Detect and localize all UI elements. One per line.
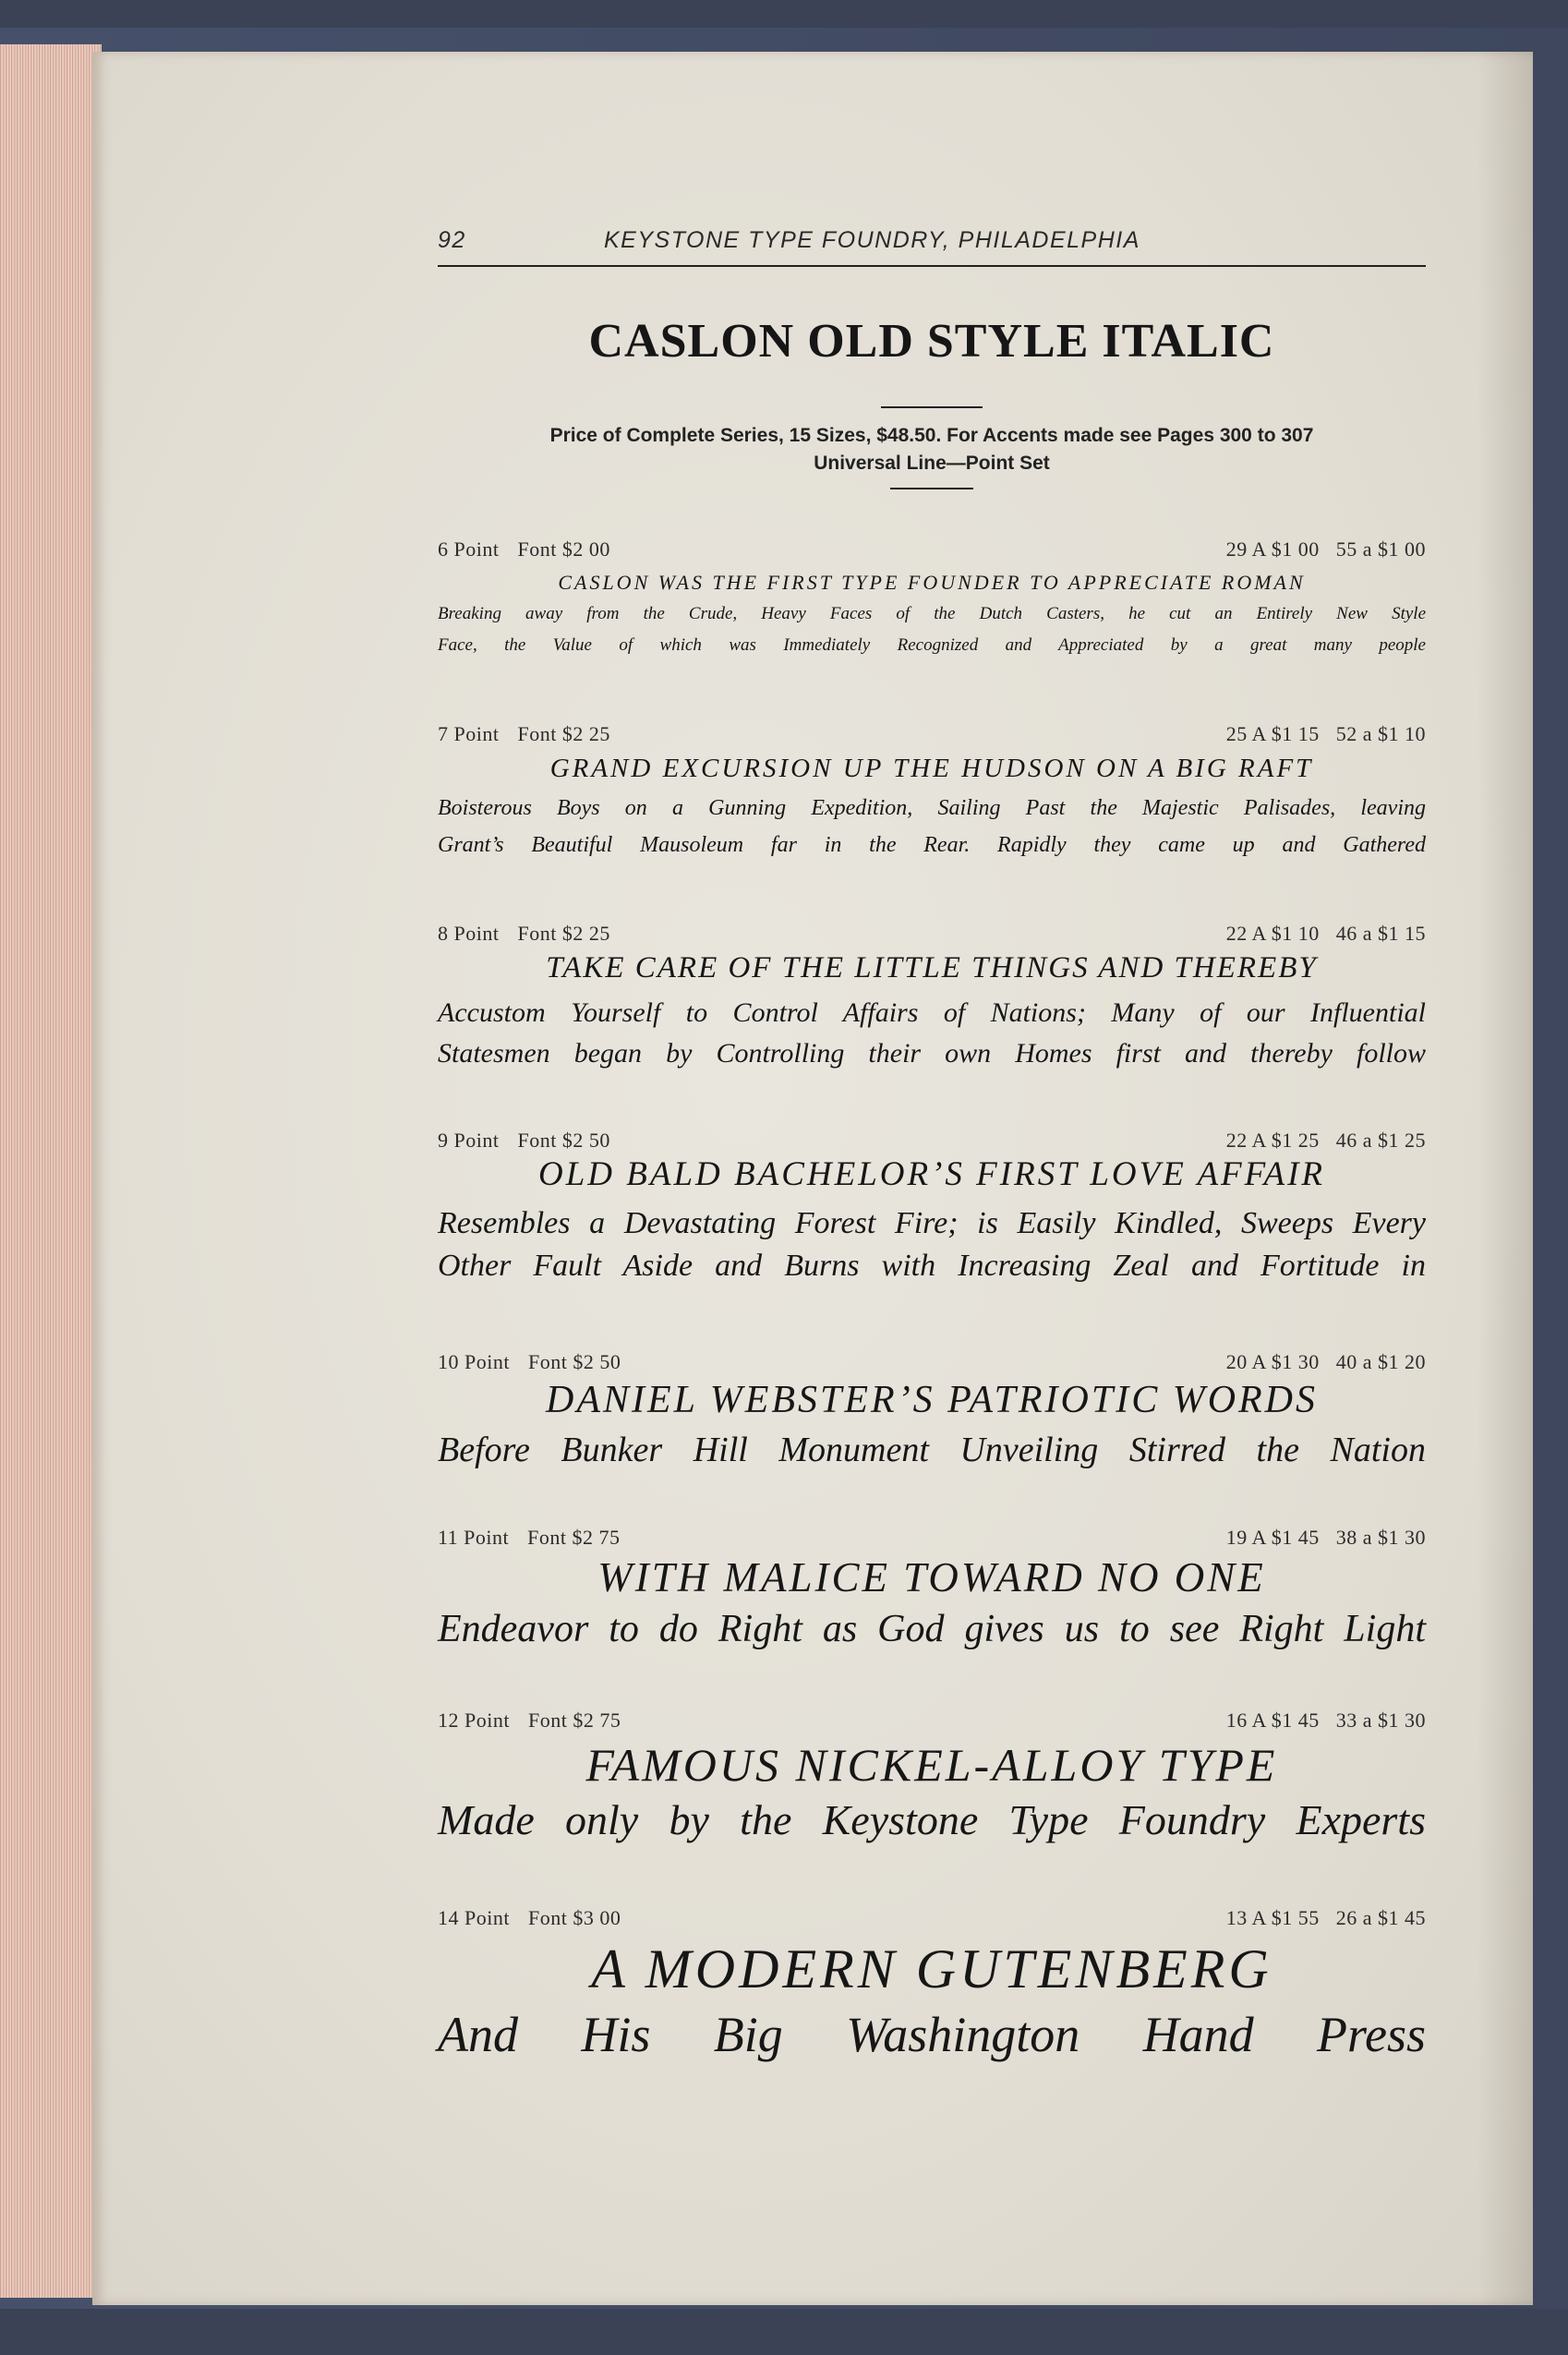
specimen-line: Grant’s Beautiful Mausoleum far in the Rear. Rapidly they came up and Gathered	[438, 833, 1426, 857]
point-size: 8 Point	[438, 922, 500, 945]
lowercase-count: 55 a $1 00	[1335, 537, 1426, 561]
specimen-line: Before Bunker Hill Monument Unveiling Stirred the Nation	[438, 1431, 1426, 1469]
page-content	[253, 175, 1426, 2115]
lowercase-count: 46 a $1 15	[1335, 922, 1426, 945]
caps-count: 20 A $1 30	[1225, 1350, 1320, 1373]
caps-count: 19 A $1 45	[1225, 1526, 1320, 1549]
specimen-counts	[1226, 922, 1426, 946]
point-size: 11 Point	[438, 1526, 510, 1549]
specimen-line: A MODERN GUTENBERG	[591, 1938, 1272, 1999]
caps-count: 22 A $1 25	[1225, 1129, 1320, 1152]
running-head-title: KEYSTONE TYPE FOUNDRY, PHILADELPHIA	[604, 227, 1140, 253]
specimen-line: Accustom Yourself to Control Affairs of Nations; Many of our Influential	[438, 997, 1426, 1028]
specimen-label	[438, 722, 610, 746]
specimen-label	[438, 1350, 621, 1374]
specimen-line: Breaking away from the Crude, Heavy Faces of the Dutch Casters, he cut an Entirely New Style	[438, 604, 1426, 623]
subtitle: Universal Line—Point Set	[814, 453, 1050, 474]
specimen-label	[438, 922, 610, 946]
specimen-counts	[1226, 1906, 1426, 1930]
font-price: Font $2 50	[517, 1129, 610, 1152]
specimen-counts	[1226, 537, 1426, 562]
specimen-counts	[1226, 1350, 1426, 1374]
specimen-label	[438, 1709, 621, 1733]
lowercase-count: 40 a $1 20	[1335, 1350, 1426, 1373]
page-number: 92	[438, 227, 466, 253]
point-size: 10 Point	[438, 1350, 510, 1373]
page-gutter-shadow	[1478, 52, 1533, 2305]
header-rule	[438, 265, 1426, 267]
specimen-counts	[1226, 1709, 1426, 1733]
specimen-label	[438, 537, 610, 562]
specimen-line: TAKE CARE OF THE LITTLE THINGS AND THEREBY	[546, 951, 1318, 984]
page-title: CASLON OLD STYLE ITALIC	[588, 315, 1275, 368]
caps-count: 25 A $1 15	[1225, 722, 1320, 745]
specimen-line: Made only by the Keystone Type Foundry Experts	[438, 1796, 1426, 1843]
specimen-label	[438, 1129, 610, 1153]
font-price: Font $2 25	[517, 722, 610, 745]
specimen-line: Statesmen began by Controlling their own Homes first and thereby follow	[438, 1038, 1426, 1069]
page-edges	[0, 44, 102, 2298]
lowercase-count: 38 a $1 30	[1335, 1526, 1426, 1549]
price-line: Price of Complete Series, 15 Sizes, $48.50. For Accents made see Pages 300 to 307	[549, 425, 1314, 446]
font-price: Font $2 50	[527, 1350, 621, 1373]
specimen-counts	[1226, 1129, 1426, 1153]
specimen-line: Endeavor to do Right as God gives us to see Right Light	[438, 1608, 1426, 1650]
specimen-line: WITH MALICE TOWARD NO ONE	[597, 1554, 1266, 1600]
font-price: Font $2 00	[517, 537, 610, 561]
specimen-label	[438, 1906, 621, 1930]
caps-count: 29 A $1 00	[1225, 537, 1320, 561]
specimen-counts	[1226, 722, 1426, 746]
point-size: 9 Point	[438, 1129, 500, 1152]
lowercase-count: 26 a $1 45	[1335, 1906, 1426, 1929]
specimen-line: DANIEL WEBSTER’S PATRIOTIC WORDS	[545, 1379, 1319, 1421]
specimen-line: Boisterous Boys on a Gunning Expedition, Sailing Past the Majestic Palisades, leaving	[438, 796, 1426, 820]
caps-count: 16 A $1 45	[1225, 1709, 1320, 1732]
title-rule	[881, 406, 983, 408]
specimen-line: Other Fault Aside and Burns with Increasing Zeal and Fortitude in	[438, 1249, 1426, 1283]
specimen-line: FAMOUS NICKEL-ALLOY TYPE	[585, 1739, 1278, 1791]
specimen-line: And His Big Washington Hand Press	[438, 2007, 1426, 2062]
specimen-line: OLD BALD BACHELOR’S FIRST LOVE AFFAIR	[537, 1155, 1325, 1193]
font-price: Font $2 25	[517, 922, 610, 945]
running-head	[438, 227, 1426, 257]
specimen-counts	[1226, 1526, 1426, 1550]
lowercase-count: 46 a $1 25	[1335, 1129, 1426, 1152]
point-size: 7 Point	[438, 722, 500, 745]
lowercase-count: 52 a $1 10	[1335, 722, 1426, 745]
specimen-label	[438, 1526, 621, 1550]
subtitle-rule	[890, 488, 973, 489]
caps-count: 13 A $1 55	[1225, 1906, 1320, 1929]
font-price: Font $2 75	[527, 1709, 621, 1732]
book-page	[92, 52, 1533, 2305]
specimen-line: Resembles a Devastating Forest Fire; is Easily Kindled, Sweeps Every	[438, 1206, 1426, 1240]
point-size: 12 Point	[438, 1709, 510, 1732]
point-size: 14 Point	[438, 1906, 510, 1929]
lowercase-count: 33 a $1 30	[1335, 1709, 1426, 1732]
specimen-line: CASLON WAS THE FIRST TYPE FOUNDER TO APPRECIATE ROMAN	[558, 571, 1306, 594]
specimen-line: GRAND EXCURSION UP THE HUDSON ON A BIG RAFT	[549, 754, 1314, 783]
point-size: 6 Point	[438, 537, 500, 561]
font-price: Font $2 75	[527, 1526, 621, 1549]
caps-count: 22 A $1 10	[1225, 922, 1320, 945]
font-price: Font $3 00	[527, 1906, 621, 1929]
specimen-line: Face, the Value of which was Immediately Recognized and Appreciated by a great many people	[438, 635, 1426, 655]
